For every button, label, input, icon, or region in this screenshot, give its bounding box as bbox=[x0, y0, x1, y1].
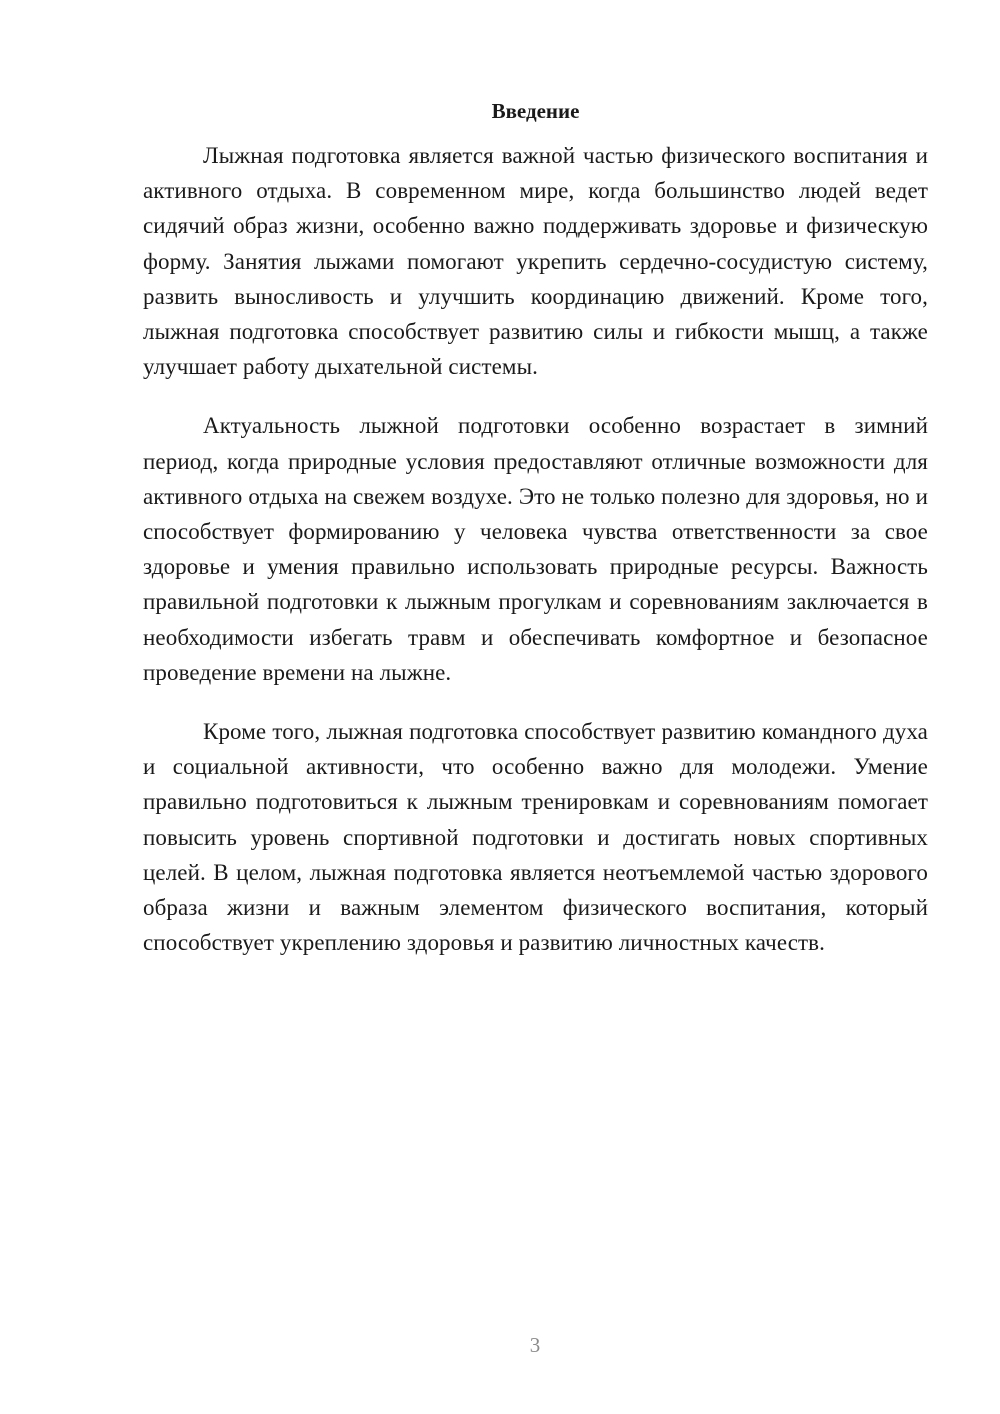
page-content bbox=[143, 95, 928, 984]
paragraph-1: Лыжная подготовка является важной частью физического воспитания и активного отдыха. В современном мире, когда большинство людей ведет сидячий образ жизни, особенно важно поддерживать здоровье и физическую форму. Занятия лыжами помогают укрепить сердечно-сосудистую систему, развить выносливость и улучшить координацию движений. Кроме того, лыжная подготовка способствует развитию силы и гибкости мышц, а также улучшает работу дыхательной системы. bbox=[143, 143, 928, 380]
paragraph-2: Актуальность лыжной подготовки особенно возрастает в зимний период, когда природные условия предоставляют отличные возможности для активного отдыха на свежем воздухе. Это не только полезно для здоровья, но и способствует формированию у человека чувства ответственности за свое здоровье и умения правильно использовать природные ресурсы. Важность правильной подготовки к лыжным прогулкам и соревнованиям заключается в необходимости избегать травм и обеспечивать комфортное и безопасное проведение времени на лыжне. bbox=[143, 413, 928, 685]
paragraph-3: Кроме того, лыжная подготовка способствует развитию командного духа и социальной активности, что особенно важно для молодежи. Умение правильно подготовиться к лыжным тренировкам и соревнованиям помогает повысить уровень спортивной подготовки и достигать новых спортивных целей. В целом, лыжная подготовка является неотъемлемой частью здорового образа жизни и важным элементом физического воспитания, который способствует укреплению здоровья и развитию личностных качеств. bbox=[143, 719, 928, 956]
page-number: 3 bbox=[529, 1333, 541, 1357]
section-title: Введение bbox=[491, 99, 580, 123]
